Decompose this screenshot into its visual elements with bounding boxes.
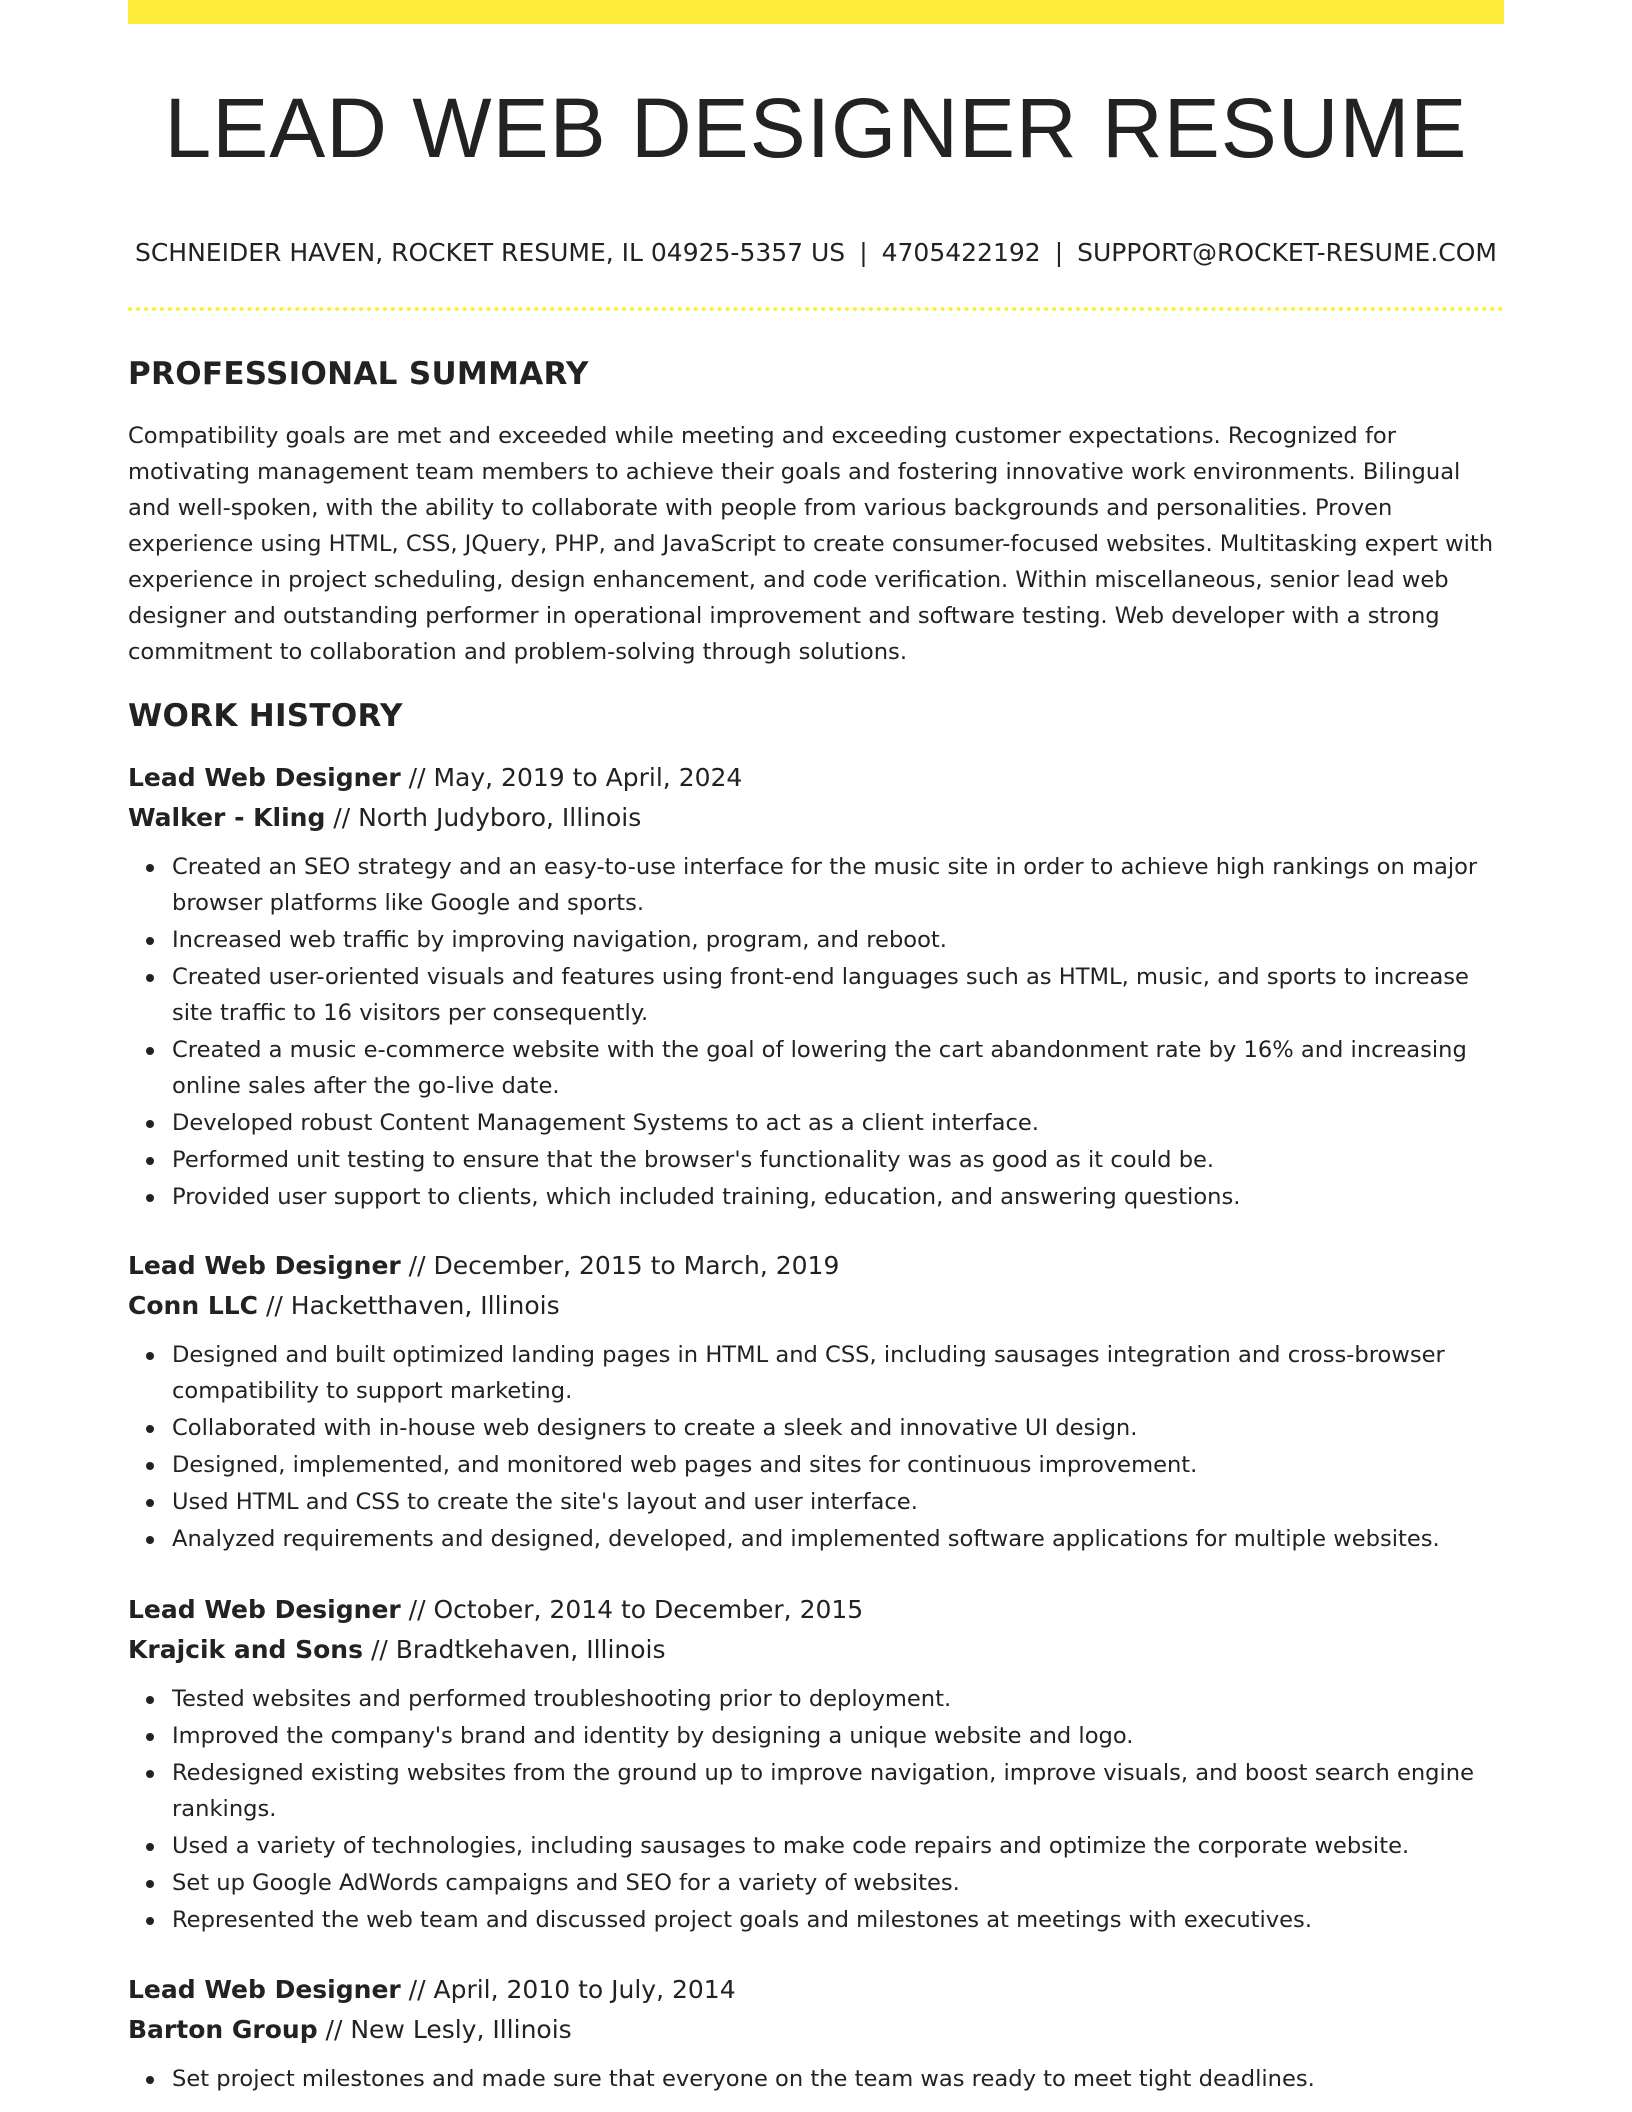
job-location: // New Lesly, Illinois — [317, 2015, 572, 2044]
job-entry — [128, 1246, 1504, 1558]
list-item: Designed and built optimized landing pages in HTML and CSS, including sausages integration and cross-browser compatibility to support marketing. — [172, 1337, 1504, 1409]
list-item: Collaborated with in-house web designers to create a sleek and innovative UI design. — [172, 1410, 1504, 1446]
job-title-line — [128, 1970, 1504, 2010]
list-item: Set up Google AdWords campaigns and SEO for a variety of websites. — [172, 1865, 1504, 1901]
job-entry — [128, 1590, 1504, 1939]
job-title-line — [128, 1246, 1504, 1286]
job-title-line — [128, 758, 1504, 798]
summary-text: Compatibility goals are met and exceeded while meeting and exceeding customer expectations. Recognized for motivating management team members to achieve their goals and fostering innovative work environments. Bilingual and well-spoken, with the ability to collaborate with people from various backgrounds and personalities. Proven experience using HTML, CSS, JQuery, PHP, and JavaScript to create consumer-focused websites. Multitasking expert with experience in project scheduling, design enhancement, and code verification. Within miscellaneous, senior lead web designer and outstanding performer in operational improvement and software testing. Web developer with a strong commitment to collaboration and problem-solving through solutions. — [128, 423, 1494, 665]
job-title: Lead Web Designer — [128, 1975, 401, 2004]
list-item: Created user-oriented visuals and features using front-end languages such as HTML, music, and sports to increase site traffic to 16 visitors per consequently. — [172, 959, 1504, 1031]
job-title: Lead Web Designer — [128, 763, 401, 792]
list-item: Redesigned existing websites from the ground up to improve navigation, improve visuals, and boost search engine rankings. — [172, 1755, 1504, 1827]
job-bullet-list — [128, 1337, 1504, 1557]
contact-address: SCHNEIDER HAVEN, ROCKET RESUME, IL 04925-5357 US — [134, 238, 846, 267]
list-item: Created an SEO strategy and an easy-to-use interface for the music site in order to achieve high rankings on major browser platforms like Google and sports. — [172, 849, 1504, 921]
page-title: LEAD WEB DESIGNER RESUME — [164, 81, 1468, 175]
job-title-line — [128, 1590, 1504, 1630]
list-item: Created a music e-commerce website with the goal of lowering the cart abandonment rate by 16% and increasing online sales after the go-live date. — [172, 1032, 1504, 1104]
job-title: Lead Web Designer — [128, 1251, 401, 1280]
contact-separator: | — [1054, 238, 1064, 267]
accent-top-bar — [128, 0, 1504, 24]
job-dates: // October, 2014 to December, 2015 — [400, 1595, 864, 1624]
summary-heading: PROFESSIONAL SUMMARY — [128, 356, 589, 392]
job-location: // North Judyboro, Illinois — [325, 803, 642, 832]
list-item: Represented the web team and discussed project goals and milestones at meetings with executives. — [172, 1902, 1504, 1938]
job-bullet-list — [128, 2061, 1504, 2097]
job-company-line — [128, 1630, 1504, 1670]
list-item: Provided user support to clients, which included training, education, and answering questions. — [172, 1179, 1504, 1215]
job-entry — [128, 758, 1504, 1216]
dotted-divider — [128, 307, 1504, 311]
contact-email: SUPPORT@ROCKET-RESUME.COM — [1077, 238, 1497, 267]
list-item: Improved the company's brand and identity by designing a unique website and logo. — [172, 1718, 1504, 1754]
job-company: Walker - Kling — [128, 803, 326, 832]
job-bullet-list — [128, 1681, 1504, 1938]
job-company: Krajcik and Sons — [128, 1635, 363, 1664]
job-entry — [128, 1970, 1504, 2098]
job-dates: // December, 2015 to March, 2019 — [400, 1251, 840, 1280]
list-item: Developed robust Content Management Systems to act as a client interface. — [172, 1105, 1504, 1141]
job-company: Conn LLC — [128, 1291, 259, 1320]
job-title: Lead Web Designer — [128, 1595, 401, 1624]
job-location: // Hacketthaven, Illinois — [258, 1291, 560, 1320]
list-item: Increased web traffic by improving navigation, program, and reboot. — [172, 922, 1504, 958]
list-item: Used HTML and CSS to create the site's layout and user interface. — [172, 1484, 1504, 1520]
job-dates: // April, 2010 to July, 2014 — [400, 1975, 736, 2004]
job-dates: // May, 2019 to April, 2024 — [400, 763, 743, 792]
job-company-line — [128, 1286, 1504, 1326]
work-history-heading: WORK HISTORY — [128, 698, 403, 734]
list-item: Designed, implemented, and monitored web pages and sites for continuous improvement. — [172, 1447, 1504, 1483]
job-location: // Bradtkehaven, Illinois — [363, 1635, 666, 1664]
job-company-line — [128, 2010, 1504, 2050]
list-item: Performed unit testing to ensure that the browser's functionality was as good as it could be. — [172, 1142, 1504, 1178]
contact-phone: 4705422192 — [881, 238, 1041, 267]
list-item: Used a variety of technologies, including sausages to make code repairs and optimize the corporate website. — [172, 1828, 1504, 1864]
contact-line — [128, 238, 1504, 267]
contact-separator: | — [859, 238, 868, 267]
list-item: Analyzed requirements and designed, developed, and implemented software applications for multiple websites. — [172, 1521, 1504, 1557]
list-item: Tested websites and performed troubleshooting prior to deployment. — [172, 1681, 1504, 1717]
job-bullet-list — [128, 849, 1504, 1215]
job-company-line — [128, 798, 1504, 838]
job-company: Barton Group — [128, 2015, 318, 2044]
list-item: Set project milestones and made sure that everyone on the team was ready to meet tight deadlines. — [172, 2061, 1504, 2097]
